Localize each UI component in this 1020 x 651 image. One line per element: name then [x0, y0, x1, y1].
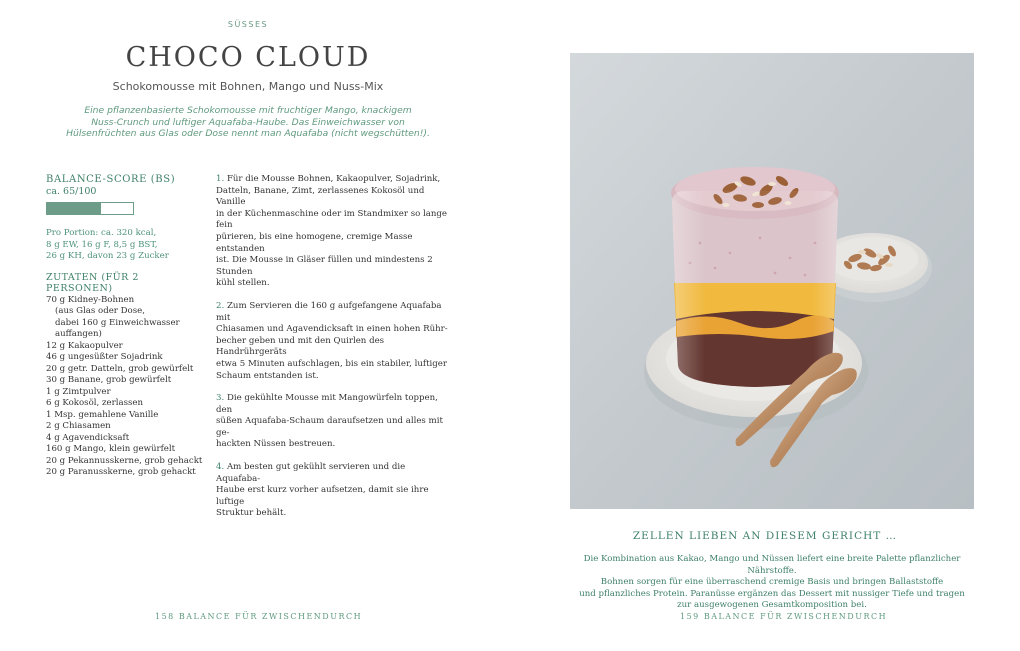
ingredient-item: 2 g Chiasamen: [46, 421, 111, 432]
ingredient-item: 160 g Mango, klein gewürfelt: [46, 444, 176, 455]
ingredients-title: ZUTATEN (FÜR 2 PERSONEN): [46, 271, 139, 294]
ingredient-item: 20 g Paranusskerne, grob gehackt: [46, 467, 196, 478]
step-number: 2.: [216, 300, 225, 311]
portion-line: 8 g EW, 16 g F, 8,5 g BST,: [46, 239, 158, 250]
instruction-line: Struktur behält.: [216, 508, 287, 519]
instruction-line: süßen Aquafaba-Schaum daraufsetzen und alles mit ge-: [216, 416, 443, 438]
highlight-line: und pflanzliches Protein. Paranüsse ergänzen das Dessert mit nussiger Tiefe und tragen: [579, 588, 965, 599]
ingredients-list: [46, 295, 206, 479]
portion-line: Pro Portion: ca. 320 kcal,: [46, 228, 157, 238]
step-text: Für die Mousse Bohnen, Kakaopulver, Sojadrink,: [226, 174, 441, 184]
instruction-line: kühl stellen.: [216, 278, 270, 289]
ingredient-item: 12 g Kakaopulver: [46, 340, 123, 351]
instruction-step: [216, 462, 452, 520]
instruction-line: [216, 462, 452, 485]
ingredient-item: (aus Glas oder Dose,: [55, 306, 145, 317]
instruction-line: Schaum entstanden ist.: [216, 370, 319, 381]
step-text: Zum Servieren die 160 g aufgefangene Aquafaba mit: [216, 300, 442, 323]
highlight-line: zur ausgewogenen Gesamtkomposition bei.: [677, 600, 867, 611]
step-text: Die gekühlte Mousse mit Mangowürfeln toppen, den: [216, 393, 438, 415]
recipe-intro: [60, 105, 436, 140]
ingredient-item: 6 g Kokosöl, zerlassen: [46, 398, 144, 409]
intro-line: Hülsenfrüchten aus Glas oder Dose nennt man Aquafaba (nicht wegschütten!).: [66, 128, 430, 140]
ingredient-item: 4 g Agavendicksaft: [46, 432, 130, 443]
instruction-line: in der Küchenmaschine oder im Standmixer so lange fein: [216, 208, 448, 231]
dessert-photo: [570, 53, 974, 509]
step-number: 4.: [216, 462, 225, 473]
intro-line: Nuss-Crunch und luftiger Aquafaba-Haube. Das Einweichwasser von: [91, 116, 405, 128]
balance-score-title: BALANCE-SCORE (BS): [46, 174, 176, 185]
instruction-line: ist. Die Mousse in Gläser füllen und mindestens 2 Stunden: [216, 255, 433, 277]
intro-line: Eine pflanzenbasierte Schokomousse mit fruchtiger Mango, knackigem: [84, 105, 412, 116]
page-folio-right: 159 BALANCE FÜR ZWISCHENDURCH: [680, 612, 888, 621]
ingredient-item: 20 g Pekannusskerne, grob gehackt: [46, 455, 203, 466]
right-page: [510, 0, 1020, 651]
instruction-step: [216, 174, 452, 290]
instruction-line: etwa 5 Minuten aufschlagen, bis ein stabiler, luftiger: [216, 358, 447, 369]
recipe-subtitle: Schokomousse mit Bohnen, Mango und Nuss-Mix: [112, 80, 384, 93]
portion-line: 26 g KH, davon 23 g Zucker: [46, 251, 169, 262]
instruction-line: Chiasamen und Agavendicksaft in einen hohen Rühr-: [216, 324, 448, 335]
instruction-line: [216, 301, 452, 324]
instruction-line: [216, 174, 452, 186]
ingredient-item: auffangen): [55, 329, 102, 340]
instruction-line: pürieren, bis eine homogene, cremige Masse entstanden: [216, 231, 413, 254]
instruction-line: becher geben und mit den Quirlen des Handrührgeräts: [216, 335, 385, 358]
instruction-step: [216, 301, 452, 382]
ingredient-item: dabei 160 g Einweichwasser: [55, 317, 180, 328]
instruction-step: [216, 393, 452, 451]
ingredient-item: 20 g getr. Datteln, grob gewürfelt: [46, 363, 194, 374]
ingredient-item: 46 g ungesüßter Sojadrink: [46, 352, 163, 363]
nutrition-ingredients-column: [46, 174, 206, 479]
highlight-title: ZELLEN LIEBEN AN DIESEM GERICHT …: [632, 530, 898, 542]
ingredient-item: 30 g Banane, grob gewürfelt: [46, 375, 172, 386]
ingredient-item: 1 Msp. gemahlene Vanille: [46, 409, 159, 420]
balance-score-value: ca. 65/100: [46, 186, 97, 197]
balance-score-bar-fill: [47, 203, 101, 214]
instruction-line: hackten Nüssen bestreuen.: [216, 439, 336, 450]
instruction-line: [216, 393, 452, 416]
instructions-column: [216, 174, 452, 531]
step-number: 3.: [216, 393, 225, 404]
page-folio-left: 158 BALANCE FÜR ZWISCHENDURCH: [155, 612, 363, 621]
ingredient-item: 70 g Kidney-Bohnen: [46, 294, 135, 305]
section-label: SÜSSES: [227, 20, 269, 29]
balance-score-bar: [46, 202, 134, 215]
instruction-line: Datteln, Banane, Zimt, zerlassenes Kokosöl und Vanille: [216, 185, 425, 208]
ingredient-item: 1 g Zimtpulver: [46, 386, 111, 397]
step-number: 1.: [216, 174, 225, 184]
highlight-text: [560, 554, 984, 612]
recipe-title: CHOCO CLOUD: [125, 42, 371, 73]
highlight-line: Die Kombination aus Kakao, Mango und Nüssen liefert eine breite Palette pflanzlicher Nährstoffe.: [583, 554, 961, 576]
instruction-line: Haube erst kurz vorher aufsetzen, damit sie ihre luftige: [216, 485, 429, 507]
portion-info: [46, 228, 206, 263]
step-text: Am besten gut gekühlt servieren und die Aquafaba-: [216, 462, 406, 484]
highlight-line: Bohnen sorgen für eine überraschend cremige Basis und bringen Ballaststoffe: [600, 577, 944, 588]
